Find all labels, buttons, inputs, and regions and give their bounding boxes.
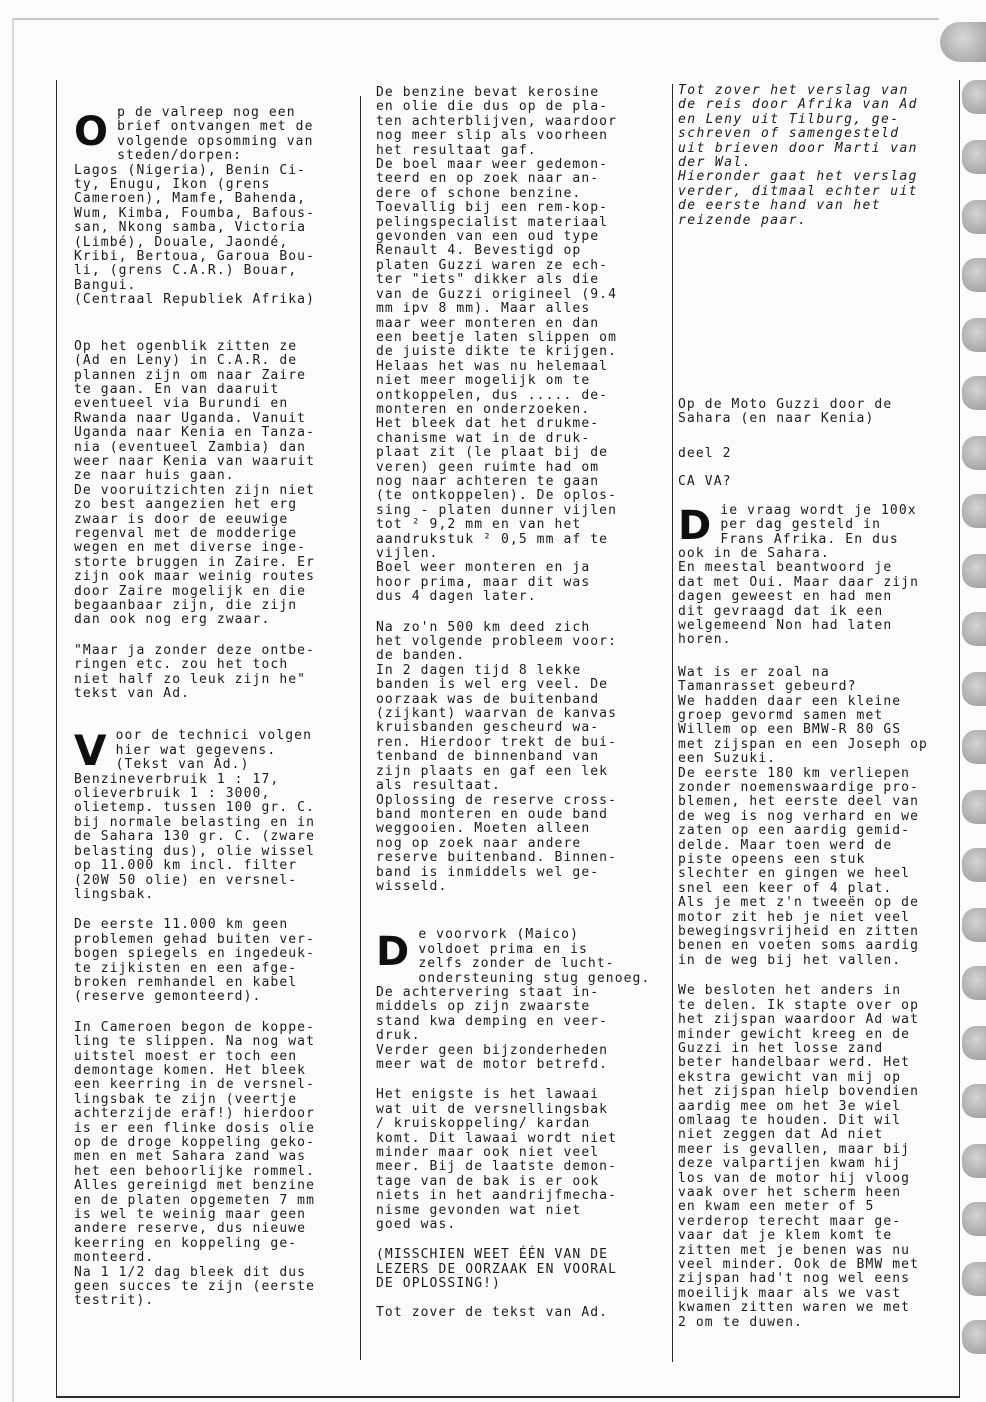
paragraph: Het enigste is het lawaai wat uit de versnellingsbak / kruiskoppeling/ kardan komt. Dit lawaai wordt niet minder maar ook niet veel meer. Bij de laatste demon- tage van de bak is er ook niets in het aandrijfmecha- nisme gevonden wat niet goed was. [376, 1087, 618, 1233]
binder-hole [962, 790, 986, 824]
binder-hole [962, 140, 986, 174]
binder-hole [962, 1262, 986, 1296]
paragraph: Op het ogenblik zitten ze (Ad en Leny) in C.A.R. de plannen zijn om naar Zaire te gaan. En van daaruit eventueel via Burundi en Rwanda naar Uganda. Vanuit Uganda naar Kenia en Tanza- nia (eventueel Zambia) dan weer naar Kenia van waaruit ze naar huis gaan. De vooruitzichten zijn niet zo best aangezien het erg zwaar is door de eeuwige regenval met de modderige wegen en met diverse inge- storte bruggen in Zaire. Er zijn ook maar weinig routes door Zaire mogelijk en die begaanbaar zijn, die zijn dan ook nog erg zwaar. [74, 338, 316, 628]
binder-hole [962, 436, 986, 470]
column-2 [376, 86, 666, 1320]
binder-hole [962, 730, 986, 764]
quote-paragraph: "Maar ja zonder deze ontbe- ringen etc. zou het toch niet half zo leuk zijn he" tekst van Ad. [74, 642, 316, 702]
paragraph: De benzine bevat kerosine en olie die dus op de pla- ten achterblijven, waardoor nog meer slip als voorheen het resultaat gaf. De boel maar weer gedemon- teerd en op zoek naar an- dere of schone benzine. Toevallig bij een rem-kop- pelingspecialist materiaal gevonden van een oud type Renault 4. Bevestigd op platen Guzzi waren ze ech- ter "iets" dikker als die van de Guzzi origineel (9.4 mm ipv 8 mm). Maar alles maar weer monteren en dan een beetje laten slippen om de juiste dikte te krijgen. Helaas het was nu helemaal niet meer mogelijk om te ontkoppelen, dus ..... de- monteren en onderzoeken. Het bleek dat het drukme- chanisme wat in de druk- plaat zit (le plaat bij de veren) geen ruimte had om nog naar achteren te gaan (te ontkoppelen). De oplos- sing - platen dunner vijlen tot ² 9,2 mm en van het aandrukstuk ² 0,5 mm af te vijlen. Boel weer monteren en ja hoor prima, maar dit was dus 4 dagen later. [376, 85, 618, 605]
frontfork-paragraph [376, 928, 666, 1072]
binder-hole [962, 318, 986, 352]
binder-hole [962, 1202, 986, 1236]
binder-hole [962, 908, 986, 942]
paragraph: In Cameroen begon de koppe- ling te slippen. Na nog wat uitstel moest er toch een demontage komen. Het bleek een keerring in de versnel- lingsbak te zijn (veertje achterzijde eraf!) hierdoor is er een flinke dosis olie op de droge koppeling geko- men en met Sahara zand was het een behoorlijke rommel. Alles gereinigd met benzine en de platen opgemeten 7 mm is wel te weinig maar geen andere reserve, dus nieuwe keerring en koppeling ge- monteerd. Na 1 1/2 dag bleek dit dus geen succes te zijn (eerste testrit). [74, 1019, 316, 1309]
paragraph-closing: Tot zover de tekst van Ad. [376, 1304, 609, 1320]
column-divider-2 [672, 84, 673, 1362]
binder-hole [962, 1026, 986, 1060]
binder-tab [940, 22, 986, 62]
drop-cap: D [376, 929, 411, 976]
cava-paragraph [678, 504, 948, 648]
drop-cap: D [678, 502, 713, 549]
frontfork-text: e voorvork (Maico) voldoet prima en is zelfs zonder de lucht- ondersteuning stug genoeg. De achtervering staat in- middels op zijn zwaarste stand kwa demping en veer- druk. Verder geen bijzonderheden meer wat de motor betrefd. [376, 927, 651, 1072]
cava-text: ie vraag wordt je 100x per dag gesteld in Frans Afrika. En dus ook in de Sahara. En meestal beantwoord je dat met Oui. Maar daar zijn dagen geweest en had men dit gevraagd dat ik een welgemeend Non had laten horen. [678, 502, 920, 648]
article-title: Op de Moto Guzzi door de Sahara (en naar Kenia) [678, 397, 893, 427]
paragraph: We besloten het anders in te delen. Ik stapte over op het zijspan waardoor Ad wat minder gewicht kreeg en de Guzzi in het losse zand beter handelbaar werd. Het ekstra gewicht van mij op het zijspan hielp bovendien aardig mee om het 3e wiel omlaag te houden. Dit wil niet zeggen dat Ad niet meer is gevallen, maar bij deze valpartijen kwam hij los van de motor hij vloog vaak over het scherm heen en kwam een meter of 5 verderop terecht maar ge- vaar dat je klem komt te zitten met je benen was nu veel minder. Ook de BMW met zijspan had't nog wel eens moeilijk maar als we vast kwamen zitten waren we met 2 om te duwen. [678, 983, 920, 1330]
binder-hole [962, 1320, 986, 1354]
editor-intro: Tot zover het verslag van de reis door Afrika van Ad en Leny uit Tilburg, ge- schreven of samengesteld uit brieven door Marti van der Wal. Hieronder gaat het verslag verder, ditmaal echter uit de eerste hand van het reizende paar. [678, 83, 918, 228]
binder-hole [962, 494, 986, 528]
binder-hole [962, 848, 986, 882]
intro-paragraph [74, 106, 354, 308]
binder-hole [962, 672, 986, 706]
binder-hole [962, 554, 986, 588]
column-3 [678, 84, 948, 1330]
page-edge-left [12, 18, 14, 1402]
binder-hole [962, 258, 986, 292]
binder-hole [962, 80, 986, 114]
page-edge-top [14, 18, 939, 20]
binder-hole [962, 1144, 986, 1178]
technical-paragraph [74, 726, 354, 902]
paragraph: (MISSCHIEN WEET ÉÉN VAN DE LEZERS DE OORZAAK EN VOORAL DE OPLOSSING!) [376, 1247, 618, 1292]
intro-text: p de valreep nog een brief ontvangen met de volgende opsomming van steden/dorpen: Lagos (Nigeria), Benin Ci- ty, Enugu, Ikon (grens Cameroen), Mamfe, Bahenda, Wum, Kimba, Foumba, Bafous- san, Nkong samba, Victoria (Limbé), Douale, Jaondé, Kribi, Bertoua, Garoua Bou- li, (grens C.A.R.) Bouar, Bangui. (Centraal Republiek Afrika) [74, 105, 316, 308]
binder-hole [962, 966, 986, 1000]
paragraph: Wat is er zoal na Tamanrasset gebeurd? We hadden daar een kleine groep gevormd samen met Willem op een BMW-R 80 GS met zijspan en een Joseph op een Suzuki. De eerste 180 km verliepen zonder noemenswaardige pro- blemen, het eerste deel van de weg is nog verhard en we zaten op een aardig gemid- delde. Maar toen werd de piste opeens een stuk slechter en gingen we heel snel een keer of 4 plat. Als je met z'n tweeën op de motor zit heb je niet veel bewegingsvrijheid en zitten benen en voeten soms aardig in de weg bij het vallen. [678, 664, 928, 968]
column-1 [74, 106, 354, 1309]
binder-hole [962, 1084, 986, 1118]
column-divider-1 [360, 96, 361, 1360]
binder-hole [962, 376, 986, 410]
paragraph: Na zo'n 500 km deed zich het volgende probleem voor: de banden. In 2 dagen tijd 8 lekke banden is wel erg veel. De oorzaak was de buitenband (zijkant) waarvan de kanvas kruisbanden gescheurd wa- ren. Hierdoor trekt de bui- tenband de binnenband van zijn plaats en gaf een lek als resultaat. Oplossing de reserve cross- band monteren en oude band weggooien. Moeten alleen nog op zoek naar andere reserve buitenband. Binnen- band is inmiddels wel ge- wisseld. [376, 619, 618, 894]
drop-cap: V [74, 726, 108, 776]
paragraph: De eerste 11.000 km geen problemen gehad buiten ver- bogen spiegels en ingedeuk- te zijkisten en een afge- broken remhandel en kabel (reserve gemonteerd). [74, 917, 316, 1005]
article-subtitle: CA VA? [678, 474, 732, 490]
technical-text: oor de technici volgen hier wat gegevens. (Tekst van Ad.) Benzineverbruik 1 : 17, olieverbruik 1 : 3000, olietemp. tussen 100 gr. C. bij normale belasting en in de Sahara 130 gr. C. (zware belasting dus), olie wissel op 11.000 km incl. filter (20W 50 olie) en versnel- lingsbak. [74, 728, 316, 902]
binder-hole [962, 200, 986, 234]
article-part: deel 2 [678, 445, 732, 461]
drop-cap: O [74, 109, 110, 155]
binder-hole [962, 612, 986, 646]
